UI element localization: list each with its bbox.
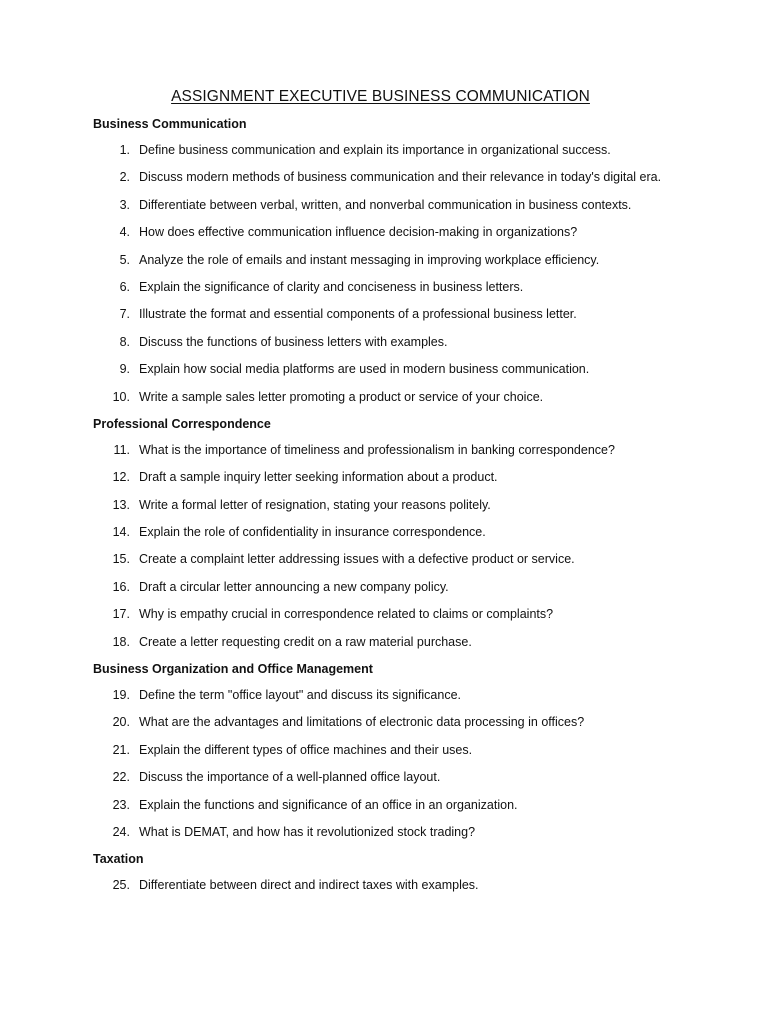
section-heading: Business Organization and Office Management bbox=[93, 662, 373, 677]
question-list bbox=[93, 142, 668, 406]
question-item bbox=[93, 389, 668, 406]
question-text: Explain the role of confidentiality in insurance correspondence. bbox=[139, 525, 486, 540]
question-item bbox=[93, 824, 668, 841]
question-item bbox=[93, 797, 668, 814]
question-number-cell bbox=[93, 389, 139, 406]
question-item bbox=[93, 169, 668, 186]
sections-container bbox=[93, 116, 668, 894]
question-number-cell bbox=[93, 877, 139, 894]
question-item bbox=[93, 714, 668, 731]
question-text: Draft a sample inquiry letter seeking information about a product. bbox=[139, 470, 498, 485]
question-item bbox=[93, 742, 668, 759]
question-number-cell bbox=[93, 579, 139, 596]
question-number: 22. bbox=[112, 770, 130, 785]
question-number-cell bbox=[93, 797, 139, 814]
question-number-cell bbox=[93, 361, 139, 378]
question-text: Explain how social media platforms are used in modern business communication. bbox=[139, 362, 590, 377]
question-text: Define the term "office layout" and discuss its significance. bbox=[139, 688, 461, 703]
question-text: Differentiate between direct and indirect taxes with examples. bbox=[139, 878, 479, 893]
question-number-cell bbox=[93, 714, 139, 731]
question-text: Discuss the functions of business letters with examples. bbox=[139, 334, 448, 349]
question-number: 16. bbox=[112, 579, 130, 594]
question-number-cell bbox=[93, 634, 139, 651]
question-number: 25. bbox=[112, 878, 130, 893]
question-text: What is the importance of timeliness and professionalism in banking correspondence? bbox=[139, 442, 615, 457]
question-item bbox=[93, 687, 668, 704]
question-number: 10. bbox=[112, 389, 130, 404]
question-item bbox=[93, 877, 668, 894]
question-item bbox=[93, 442, 668, 459]
question-number-cell bbox=[93, 769, 139, 786]
question-number-cell bbox=[93, 169, 139, 186]
question-item bbox=[93, 306, 668, 323]
question-number-cell bbox=[93, 306, 139, 323]
question-item bbox=[93, 279, 668, 296]
question-number-cell bbox=[93, 497, 139, 514]
question-text: Discuss the importance of a well-planned office layout. bbox=[139, 770, 441, 785]
question-text: Explain the different types of office machines and their uses. bbox=[139, 742, 473, 757]
question-item bbox=[93, 142, 668, 159]
question-number-cell bbox=[93, 606, 139, 623]
question-number: 24. bbox=[112, 824, 130, 839]
question-number: 14. bbox=[112, 525, 130, 540]
question-number-cell bbox=[93, 279, 139, 296]
document-title: ASSIGNMENT EXECUTIVE BUSINESS COMMUNICATION bbox=[171, 88, 590, 105]
question-number-cell bbox=[93, 252, 139, 269]
question-number-cell bbox=[93, 524, 139, 541]
question-number-cell bbox=[93, 442, 139, 459]
question-number-cell bbox=[93, 687, 139, 704]
question-item bbox=[93, 579, 668, 596]
question-number-cell bbox=[93, 142, 139, 159]
question-text: Define business communication and explain its importance in organizational success. bbox=[139, 143, 611, 157]
question-number: 15. bbox=[112, 552, 130, 567]
question-item bbox=[93, 524, 668, 541]
question-number-cell bbox=[93, 197, 139, 214]
question-text: Write a sample sales letter promoting a product or service of your choice. bbox=[139, 389, 544, 404]
question-number: 4. bbox=[119, 225, 130, 240]
question-text: Create a complaint letter addressing issues with a defective product or service. bbox=[139, 552, 575, 567]
question-text: Explain the functions and significance of an office in an organization. bbox=[139, 797, 518, 812]
question-number: 9. bbox=[119, 362, 130, 377]
question-list bbox=[93, 442, 668, 651]
question-text: Differentiate between verbal, written, and nonverbal communication in business contexts. bbox=[139, 197, 632, 212]
question-number: 13. bbox=[112, 497, 130, 512]
question-number-cell bbox=[93, 224, 139, 241]
section bbox=[93, 661, 668, 841]
question-text: How does effective communication influence decision-making in organizations? bbox=[139, 225, 578, 240]
question-number: 7. bbox=[119, 307, 130, 322]
question-number: 3. bbox=[119, 197, 130, 212]
question-number: 18. bbox=[112, 634, 130, 649]
question-number-cell bbox=[93, 742, 139, 759]
section-heading: Business Communication bbox=[93, 117, 247, 131]
question-text: What are the advantages and limitations of electronic data processing in offices? bbox=[139, 715, 585, 730]
question-item bbox=[93, 252, 668, 269]
question-number: 19. bbox=[112, 688, 130, 703]
question-item bbox=[93, 551, 668, 568]
question-text: Draft a circular letter announcing a new company policy. bbox=[139, 579, 449, 594]
question-number: 21. bbox=[112, 742, 130, 757]
question-item bbox=[93, 224, 668, 241]
section bbox=[93, 116, 668, 406]
question-item bbox=[93, 497, 668, 514]
question-item bbox=[93, 769, 668, 786]
question-text: Write a formal letter of resignation, stating your reasons politely. bbox=[139, 497, 491, 512]
question-number: 2. bbox=[119, 170, 130, 185]
question-list bbox=[93, 687, 668, 841]
question-item bbox=[93, 469, 668, 486]
question-number: 6. bbox=[119, 279, 130, 294]
question-text: Discuss modern methods of business communication and their relevance in today's digital era. bbox=[139, 170, 662, 185]
section bbox=[93, 416, 668, 651]
question-number: 20. bbox=[112, 715, 130, 730]
question-number: 23. bbox=[112, 797, 130, 812]
question-item bbox=[93, 334, 668, 351]
question-number: 11. bbox=[113, 442, 130, 457]
question-number: 17. bbox=[112, 607, 130, 622]
question-text: Explain the significance of clarity and conciseness in business letters. bbox=[139, 279, 524, 294]
question-number-cell bbox=[93, 824, 139, 841]
question-number-cell bbox=[93, 334, 139, 351]
question-item bbox=[93, 606, 668, 623]
question-text: Create a letter requesting credit on a raw material purchase. bbox=[139, 634, 472, 649]
question-item bbox=[93, 634, 668, 651]
question-item bbox=[93, 197, 668, 214]
section-heading: Professional Correspondence bbox=[93, 416, 271, 431]
question-number: 12. bbox=[112, 470, 130, 485]
question-item bbox=[93, 361, 668, 378]
question-number-cell bbox=[93, 551, 139, 568]
question-text: Analyze the role of emails and instant messaging in improving workplace efficiency. bbox=[139, 252, 600, 267]
section-heading: Taxation bbox=[93, 852, 144, 867]
question-number: 1. bbox=[119, 143, 130, 157]
question-number: 5. bbox=[119, 252, 130, 267]
question-list bbox=[93, 877, 668, 894]
question-number-cell bbox=[93, 469, 139, 486]
section bbox=[93, 851, 668, 894]
question-text: What is DEMAT, and how has it revolutionized stock trading? bbox=[139, 824, 476, 839]
question-text: Why is empathy crucial in correspondence related to claims or complaints? bbox=[139, 607, 554, 622]
question-text: Illustrate the format and essential components of a professional business letter. bbox=[139, 307, 577, 322]
question-number: 8. bbox=[119, 334, 130, 349]
